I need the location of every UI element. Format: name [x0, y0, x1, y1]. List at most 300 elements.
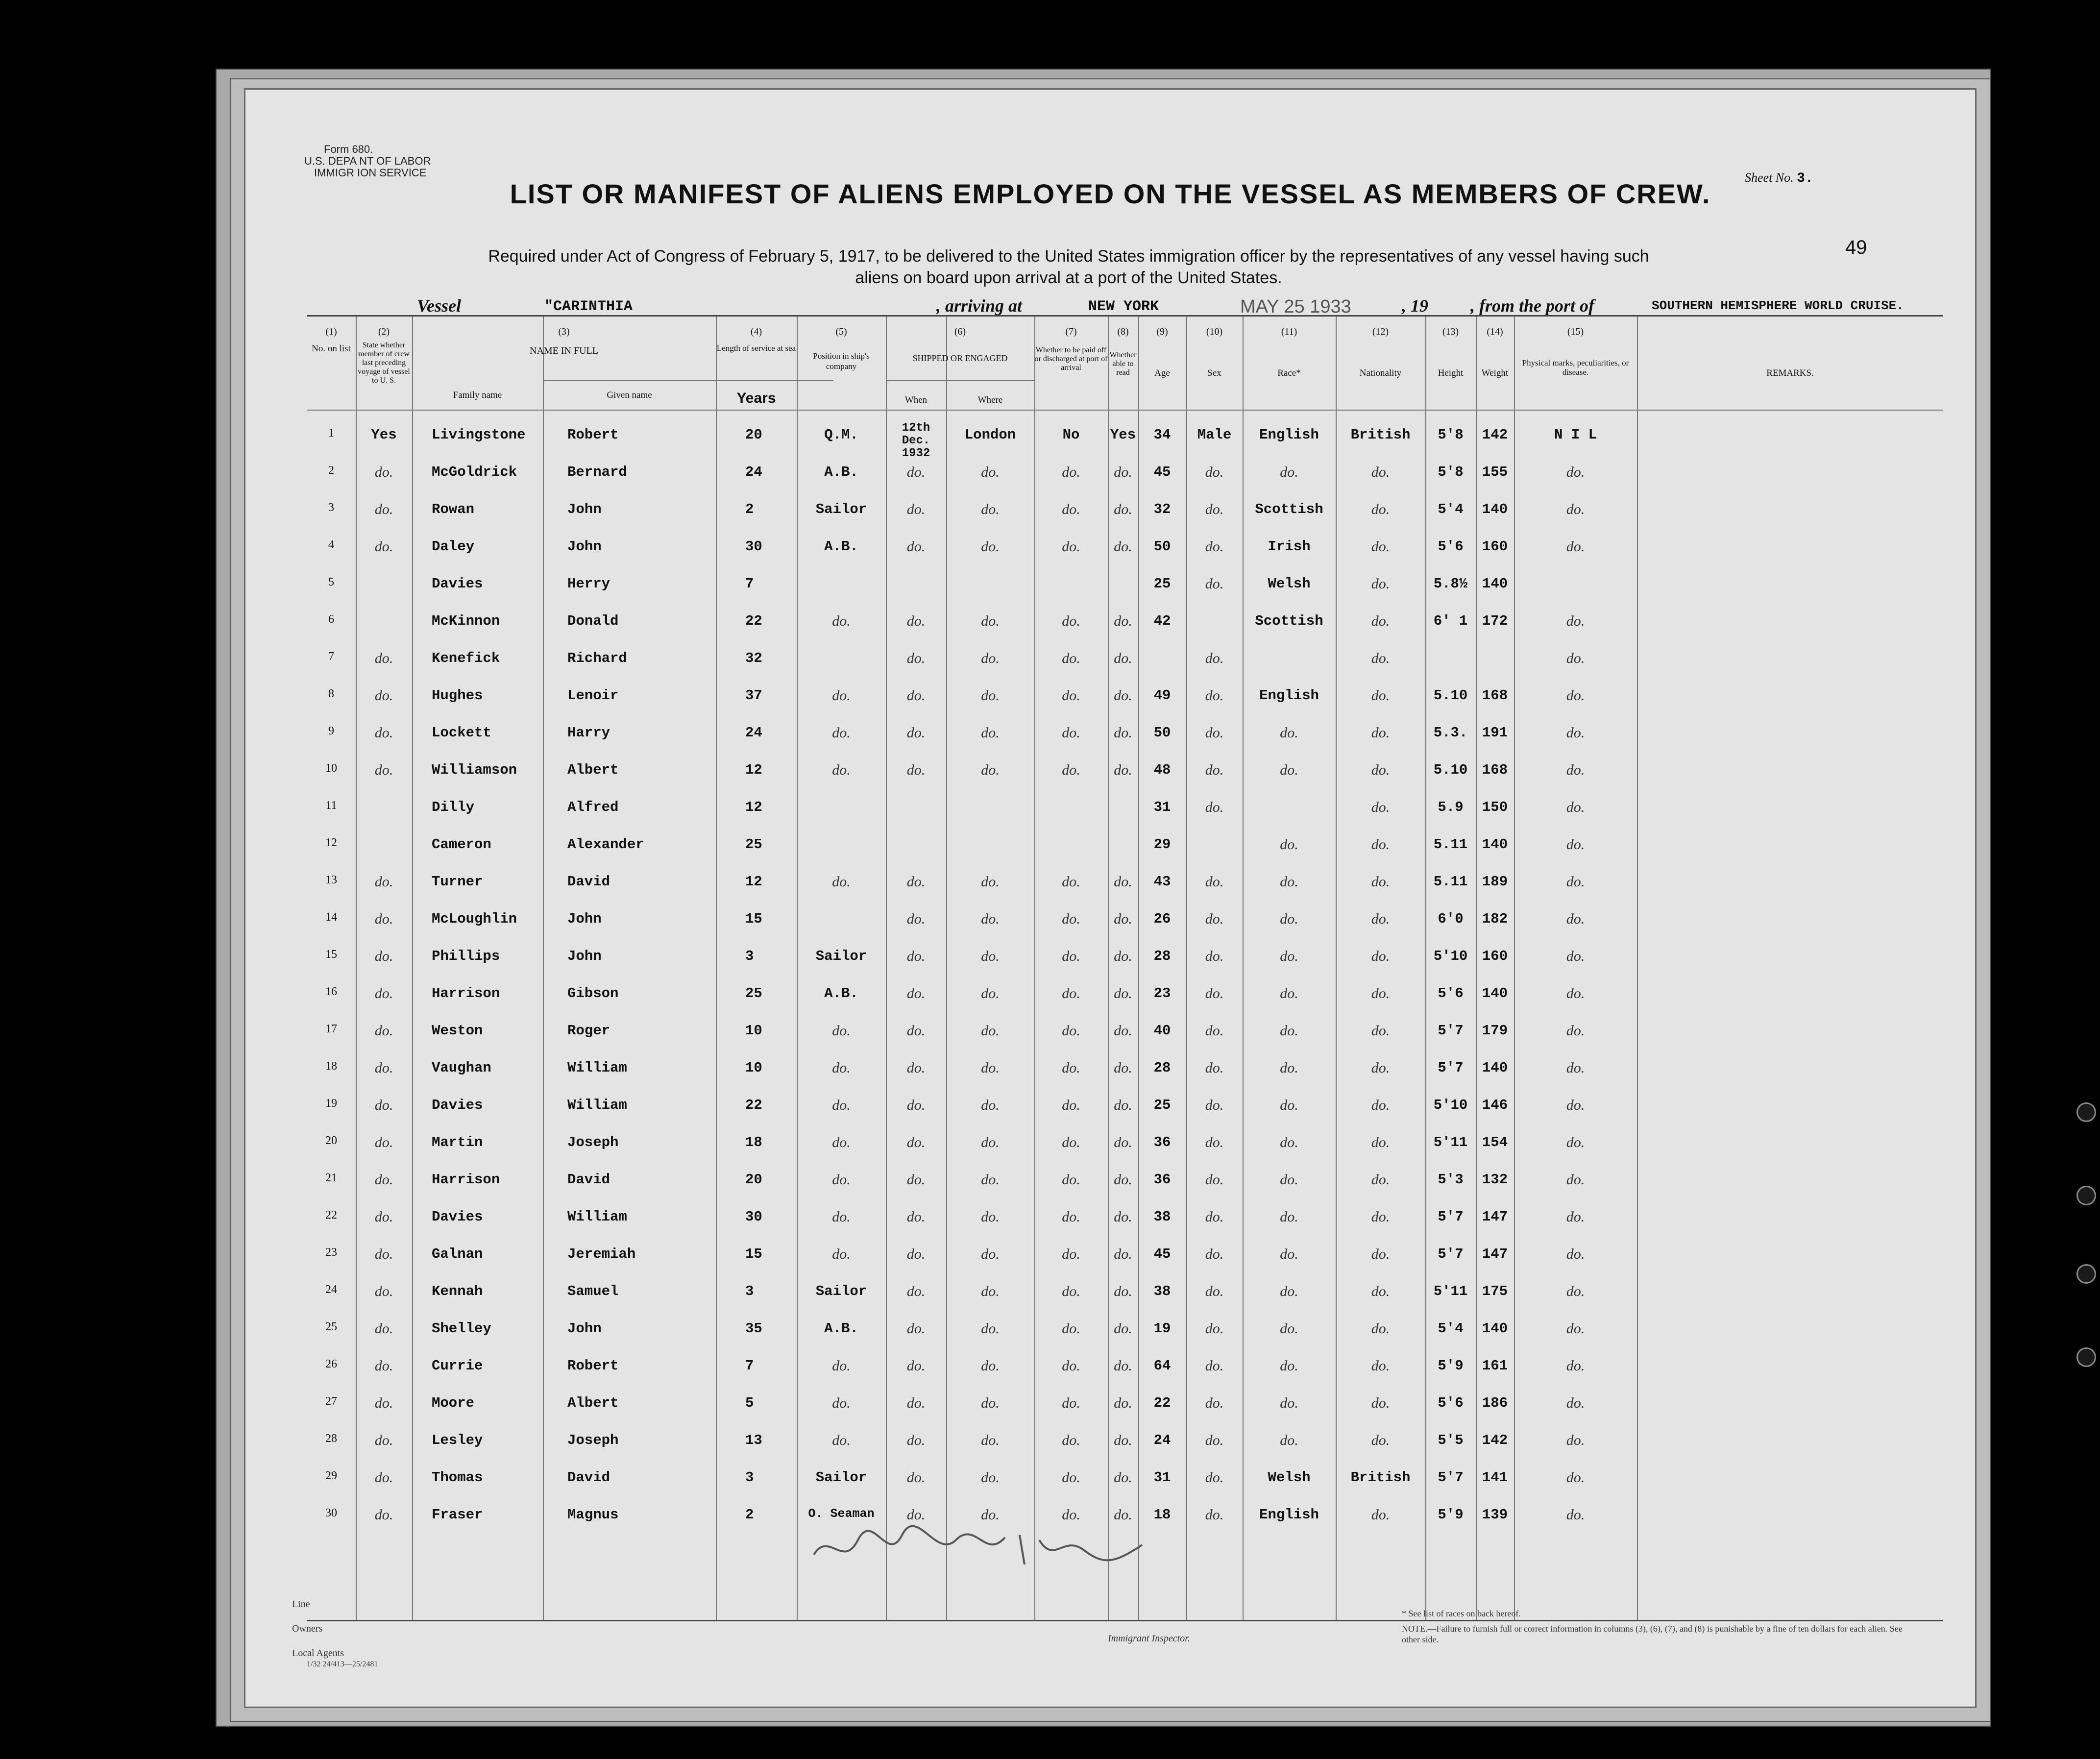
date-stamp: MAY 25 1933 — [1240, 296, 1351, 317]
years-service: 13 — [745, 1432, 762, 1448]
given-name: Alexander — [567, 836, 644, 853]
row-number: 23 — [325, 1246, 337, 1259]
previous-voyage: do. — [374, 650, 393, 666]
shipped-where: do. — [981, 1209, 1000, 1225]
able-to-read: do. — [1114, 687, 1132, 704]
column-number: (7) — [1065, 326, 1077, 337]
height: 5.10 — [1433, 687, 1468, 704]
previous-voyage: do. — [374, 501, 393, 517]
paid-off: do. — [1062, 1172, 1080, 1188]
header-race: Race* — [1277, 368, 1301, 378]
shipped-where: do. — [981, 1172, 1000, 1188]
years-service: 25 — [745, 985, 762, 1002]
header-member-before: State whether member of crew last preceding voyage of vessel to U. S. — [358, 341, 410, 385]
physical-marks: do. — [1566, 799, 1585, 815]
previous-voyage: do. — [374, 725, 393, 741]
given-name: Magnus — [567, 1507, 619, 1523]
physical-marks: do. — [1566, 1023, 1585, 1039]
column-number: (3) — [558, 326, 570, 337]
paid-off: do. — [1062, 1209, 1080, 1225]
able-to-read: do. — [1114, 1097, 1132, 1113]
able-to-read: do. — [1114, 1320, 1132, 1337]
age: 64 — [1153, 1358, 1171, 1374]
physical-marks: do. — [1566, 1283, 1585, 1299]
family-name: Livingstone — [432, 427, 526, 443]
years-service: 22 — [745, 1097, 762, 1113]
previous-voyage: do. — [374, 911, 393, 927]
department-label: U.S. DEPA NT OF LABOR — [304, 155, 431, 167]
nationality: do. — [1371, 1395, 1390, 1411]
header-years: Years — [736, 390, 776, 406]
physical-marks: do. — [1566, 1469, 1585, 1486]
family-name: Galnan — [432, 1246, 483, 1262]
weight: 186 — [1482, 1395, 1508, 1411]
years-service: 20 — [745, 427, 762, 443]
physical-marks: do. — [1566, 1134, 1585, 1150]
family-name: Currie — [432, 1358, 483, 1374]
sex: do. — [1205, 1283, 1224, 1299]
legal-note: NOTE.—Failure to furnish full or correct information in columns (3), (6), (7), and (8) is punishable by a fine of ten dollars for each alien. See other side. — [1402, 1624, 1903, 1644]
shipped-when: do. — [906, 1023, 926, 1039]
years-service: 2 — [745, 501, 754, 517]
shipped-when: do. — [906, 687, 926, 704]
shipped-when: do. — [906, 501, 926, 517]
years-service: 2 — [745, 1507, 754, 1523]
paid-off: do. — [1062, 911, 1080, 927]
paid-off: do. — [1062, 1060, 1080, 1076]
header-age: Age — [1154, 368, 1170, 378]
position: do. — [832, 1209, 851, 1225]
shipped-where: do. — [981, 725, 1000, 741]
age: 34 — [1153, 427, 1171, 443]
header-name-in-full: NAME IN FULL — [530, 345, 598, 356]
shipped-when: do. — [906, 1507, 926, 1523]
family-name: Kenefick — [432, 650, 500, 666]
nationality: do. — [1371, 1097, 1390, 1113]
shipped-where: do. — [981, 948, 1000, 964]
previous-voyage: Yes — [371, 427, 397, 443]
position: do. — [832, 1060, 851, 1076]
height: 5.8½ — [1433, 576, 1468, 592]
column-divider — [543, 317, 544, 1620]
column-number: (1) — [325, 326, 337, 337]
given-name: John — [567, 911, 602, 927]
race: do. — [1280, 911, 1298, 927]
shipped-where: do. — [981, 1320, 1000, 1337]
previous-voyage: do. — [374, 1395, 393, 1411]
row-number: 22 — [325, 1209, 337, 1222]
years-service: 35 — [745, 1320, 762, 1337]
sex: do. — [1205, 799, 1224, 815]
nationality: do. — [1371, 1320, 1390, 1337]
shipped-where: do. — [981, 911, 1000, 927]
years-service: 30 — [745, 538, 762, 555]
header-no-on-list: No. on list — [312, 343, 351, 354]
nationality: do. — [1371, 799, 1390, 815]
row-number: 24 — [325, 1283, 337, 1296]
weight: 140 — [1482, 576, 1508, 592]
race: English — [1259, 1507, 1319, 1523]
family-name: Phillips — [432, 948, 500, 964]
family-name: McLoughlin — [432, 911, 517, 927]
shipped-when: do. — [906, 650, 926, 666]
height: 5.10 — [1433, 762, 1468, 778]
shipped-where: do. — [981, 1023, 1000, 1039]
age: 28 — [1153, 1060, 1171, 1076]
years-service: 25 — [745, 836, 762, 853]
given-name: Albert — [567, 762, 619, 778]
row-number: 19 — [325, 1097, 337, 1110]
given-name: Bernard — [567, 464, 627, 480]
nationality: do. — [1371, 1060, 1390, 1076]
position: A.B. — [824, 464, 858, 480]
family-name: Williamson — [432, 762, 517, 778]
weight: 132 — [1482, 1172, 1508, 1188]
binder-hole — [2076, 1264, 2096, 1284]
given-name: John — [567, 948, 602, 964]
sex: do. — [1205, 1060, 1224, 1076]
shipped-when: do. — [906, 538, 926, 555]
height: 5'3 — [1438, 1172, 1464, 1188]
nationality: do. — [1371, 911, 1390, 927]
shipped-where: do. — [981, 613, 1000, 629]
age: 19 — [1153, 1320, 1171, 1337]
column-number: (6) — [954, 326, 966, 337]
given-name: David — [567, 1172, 610, 1188]
race: Scottish — [1255, 501, 1323, 517]
shipped-when: do. — [906, 1134, 926, 1150]
shipped-where: do. — [981, 464, 1000, 480]
able-to-read: do. — [1114, 1246, 1132, 1262]
nationality: do. — [1371, 985, 1390, 1002]
age: 36 — [1153, 1134, 1171, 1150]
height: 5'7 — [1438, 1246, 1464, 1262]
subtitle — [383, 245, 1755, 289]
crew-table — [307, 315, 1943, 1621]
nationality: do. — [1371, 1246, 1390, 1262]
weight: 155 — [1482, 464, 1508, 480]
row-number: 6 — [328, 613, 334, 626]
able-to-read: do. — [1114, 1209, 1132, 1225]
sex: do. — [1205, 650, 1224, 666]
weight: 168 — [1482, 762, 1508, 778]
row-number: 18 — [325, 1060, 337, 1073]
nationality: do. — [1371, 501, 1390, 517]
shipped-when: do. — [906, 1283, 926, 1299]
given-name: Roger — [567, 1023, 610, 1039]
footer-line-label: Line — [292, 1599, 310, 1610]
row-number: 2 — [328, 464, 334, 477]
weight: 161 — [1482, 1358, 1508, 1374]
row-number: 15 — [325, 948, 337, 961]
row-number: 3 — [328, 501, 334, 514]
position: do. — [832, 1097, 851, 1113]
position: A.B. — [824, 985, 858, 1002]
given-name: Joseph — [567, 1134, 619, 1150]
shipped-when: do. — [906, 613, 926, 629]
age: 26 — [1153, 911, 1171, 927]
years-service: 3 — [745, 948, 754, 964]
sex: do. — [1205, 1097, 1224, 1113]
paid-off: do. — [1062, 1134, 1080, 1150]
race: do. — [1280, 948, 1298, 964]
family-name: Kennah — [432, 1283, 483, 1299]
able-to-read: do. — [1114, 538, 1132, 555]
row-number: 13 — [325, 874, 337, 886]
previous-voyage: do. — [374, 538, 393, 555]
family-name: McKinnon — [432, 613, 500, 629]
sex: do. — [1205, 1172, 1224, 1188]
age: 50 — [1153, 538, 1171, 555]
family-name: Daley — [432, 538, 475, 555]
given-name: Robert — [567, 427, 619, 443]
position: do. — [832, 762, 851, 778]
family-name: Thomas — [432, 1469, 483, 1486]
binder-hole — [2076, 1102, 2096, 1122]
physical-marks: do. — [1566, 725, 1585, 741]
shipped-when: do. — [906, 1060, 926, 1076]
years-service: 37 — [745, 687, 762, 704]
shipped-where: do. — [981, 1246, 1000, 1262]
shipped-where: do. — [981, 874, 1000, 890]
height: 5'6 — [1438, 538, 1464, 555]
arriving-label: , arriving at — [936, 296, 1023, 316]
physical-marks: do. — [1566, 1320, 1585, 1337]
height: 5'8 — [1438, 427, 1464, 443]
header-position: Position in ship's company — [813, 351, 870, 371]
shipped-where: do. — [981, 762, 1000, 778]
subtitle-line-2: aliens on board upon arrival at a port of the United States. — [855, 269, 1282, 287]
header-where: Where — [977, 395, 1003, 405]
nationality: do. — [1371, 1432, 1390, 1448]
able-to-read: do. — [1114, 464, 1132, 480]
row-number: 20 — [325, 1134, 337, 1147]
nationality: British — [1350, 427, 1411, 443]
years-service: 15 — [745, 1246, 762, 1262]
row-number: 12 — [325, 836, 337, 849]
row-number: 28 — [325, 1432, 337, 1445]
row-number: 14 — [325, 911, 337, 924]
physical-marks: do. — [1566, 1358, 1585, 1374]
column-number: (14) — [1487, 326, 1503, 337]
nationality: do. — [1371, 1209, 1390, 1225]
paid-off: do. — [1062, 1395, 1080, 1411]
weight: 191 — [1482, 725, 1508, 741]
shipped-where: do. — [981, 985, 1000, 1002]
nationality: do. — [1371, 576, 1390, 592]
nationality: do. — [1371, 687, 1390, 704]
age: 18 — [1153, 1507, 1171, 1523]
height: 5'9 — [1438, 1507, 1464, 1523]
family-name: Rowan — [432, 501, 475, 517]
previous-voyage: do. — [374, 1283, 393, 1299]
position: do. — [832, 1432, 851, 1448]
race: do. — [1280, 874, 1298, 890]
physical-marks: do. — [1566, 464, 1585, 480]
header-shipped-engaged: SHIPPED OR ENGAGED — [912, 353, 1008, 363]
paid-off: do. — [1062, 650, 1080, 666]
previous-voyage: do. — [374, 1246, 393, 1262]
weight: 141 — [1482, 1469, 1508, 1486]
paid-off: do. — [1062, 1097, 1080, 1113]
race: do. — [1280, 725, 1298, 741]
given-name: John — [567, 1320, 602, 1337]
position: A.B. — [824, 1320, 858, 1337]
able-to-read: do. — [1114, 1395, 1132, 1411]
race: do. — [1280, 1023, 1298, 1039]
previous-voyage: do. — [374, 1209, 393, 1225]
age: 32 — [1153, 501, 1171, 517]
height: 5'6 — [1438, 1395, 1464, 1411]
family-name: Fraser — [432, 1507, 483, 1523]
shipped-when: do. — [906, 1358, 926, 1374]
header-weight: Weight — [1481, 368, 1509, 378]
able-to-read: do. — [1114, 1432, 1132, 1448]
paid-off: do. — [1062, 874, 1080, 890]
race: do. — [1280, 1358, 1298, 1374]
header-height: Height — [1438, 368, 1464, 378]
height: 6'0 — [1438, 911, 1464, 927]
row-number: 10 — [325, 762, 337, 775]
column-number: (11) — [1281, 326, 1297, 337]
row-number: 26 — [325, 1358, 337, 1370]
race: do. — [1280, 1097, 1298, 1113]
shipped-when: do. — [906, 948, 926, 964]
race: do. — [1280, 985, 1298, 1002]
years-service: 15 — [745, 911, 762, 927]
given-name: Alfred — [567, 799, 619, 815]
shipped-where: do. — [981, 1097, 1000, 1113]
able-to-read: do. — [1114, 725, 1132, 741]
previous-voyage: do. — [374, 948, 393, 964]
paid-off: do. — [1062, 985, 1080, 1002]
print-code: 1/32 24/413—25/2481 — [307, 1660, 378, 1668]
given-name: Lenoir — [567, 687, 619, 704]
given-name: William — [567, 1209, 627, 1225]
paid-off: do. — [1062, 613, 1080, 629]
nationality: do. — [1371, 464, 1390, 480]
races-note: * See list of races on back hereof. — [1402, 1609, 1521, 1618]
nationality: do. — [1371, 1172, 1390, 1188]
able-to-read: do. — [1114, 911, 1132, 927]
age: 43 — [1153, 874, 1171, 890]
physical-marks: do. — [1566, 501, 1585, 517]
page-title: LIST OR MANIFEST OF ALIENS EMPLOYED ON THE VESSEL AS MEMBERS OF CREW. — [510, 178, 1711, 209]
header-given-name: Given name — [607, 390, 652, 400]
previous-voyage: do. — [374, 1023, 393, 1039]
position: do. — [832, 687, 851, 704]
given-name: David — [567, 874, 610, 890]
column-number: (5) — [835, 326, 847, 337]
physical-marks: do. — [1566, 613, 1585, 629]
physical-marks: do. — [1566, 948, 1585, 964]
binder-hole — [2076, 1186, 2096, 1205]
weight: 175 — [1482, 1283, 1508, 1299]
paid-off: No — [1062, 427, 1080, 443]
row-number: 17 — [325, 1023, 337, 1035]
previous-voyage: do. — [374, 1060, 393, 1076]
nationality: British — [1350, 1469, 1411, 1486]
years-service: 3 — [745, 1283, 754, 1299]
nationality: do. — [1371, 538, 1390, 555]
race: English — [1259, 687, 1319, 704]
shipped-where: do. — [981, 1060, 1000, 1076]
paid-off: do. — [1062, 762, 1080, 778]
footer-agents-label: Local Agents — [292, 1648, 344, 1659]
family-name: Davies — [432, 1209, 483, 1225]
given-name: Samuel — [567, 1283, 619, 1299]
shipped-where: do. — [981, 650, 1000, 666]
column-divider — [412, 317, 413, 1620]
race: do. — [1280, 464, 1298, 480]
header-sex: Sex — [1207, 368, 1221, 378]
physical-marks: do. — [1566, 1246, 1585, 1262]
age: 40 — [1153, 1023, 1171, 1039]
paid-off: do. — [1062, 1358, 1080, 1374]
paid-off: do. — [1062, 538, 1080, 555]
age: 25 — [1153, 576, 1171, 592]
years-service: 5 — [745, 1395, 754, 1411]
height: 5'7 — [1438, 1060, 1464, 1076]
weight: 189 — [1482, 874, 1508, 890]
able-to-read: do. — [1114, 1469, 1132, 1486]
position: do. — [832, 1172, 851, 1188]
paid-off: do. — [1062, 948, 1080, 964]
position: O. Seaman — [808, 1507, 875, 1521]
row-number: 27 — [325, 1395, 337, 1408]
shipped-when: do. — [906, 911, 926, 927]
row-number: 8 — [328, 687, 334, 700]
header-paid-off: Whether to be paid off or discharged at port of arrival — [1034, 346, 1108, 372]
height: 6' 1 — [1433, 613, 1468, 629]
years-service: 7 — [745, 1358, 754, 1374]
family-name: Turner — [432, 874, 483, 890]
page-number: 49 — [1845, 237, 1867, 258]
height: 5'11 — [1433, 1283, 1468, 1299]
row-number: 7 — [328, 650, 334, 663]
years-service: 3 — [745, 1469, 754, 1486]
physical-marks: do. — [1566, 911, 1585, 927]
row-number: 21 — [325, 1172, 337, 1184]
previous-voyage: do. — [374, 1320, 393, 1337]
years-service: 24 — [745, 464, 762, 480]
given-name: John — [567, 501, 602, 517]
shipped-when: do. — [906, 1469, 926, 1486]
race: do. — [1280, 1320, 1298, 1337]
previous-voyage: do. — [374, 1469, 393, 1486]
row-number: 30 — [325, 1507, 337, 1519]
weight: 140 — [1482, 836, 1508, 853]
weight: 146 — [1482, 1097, 1508, 1113]
given-name: Robert — [567, 1358, 619, 1374]
shipped-where: do. — [981, 1469, 1000, 1486]
given-name: Albert — [567, 1395, 619, 1411]
shipped-where: do. — [981, 1283, 1000, 1299]
race: Welsh — [1268, 1469, 1311, 1486]
header-family-name: Family name — [453, 390, 502, 400]
nationality: do. — [1371, 874, 1390, 890]
previous-voyage: do. — [374, 1358, 393, 1374]
age: 28 — [1153, 948, 1171, 964]
column-number: (15) — [1567, 326, 1584, 337]
column-number: (4) — [750, 326, 762, 337]
race: do. — [1280, 1060, 1298, 1076]
able-to-read: do. — [1114, 948, 1132, 964]
height: 5'10 — [1433, 948, 1468, 964]
family-name: Davies — [432, 576, 483, 592]
weight: 142 — [1482, 427, 1508, 443]
paid-off: do. — [1062, 725, 1080, 741]
